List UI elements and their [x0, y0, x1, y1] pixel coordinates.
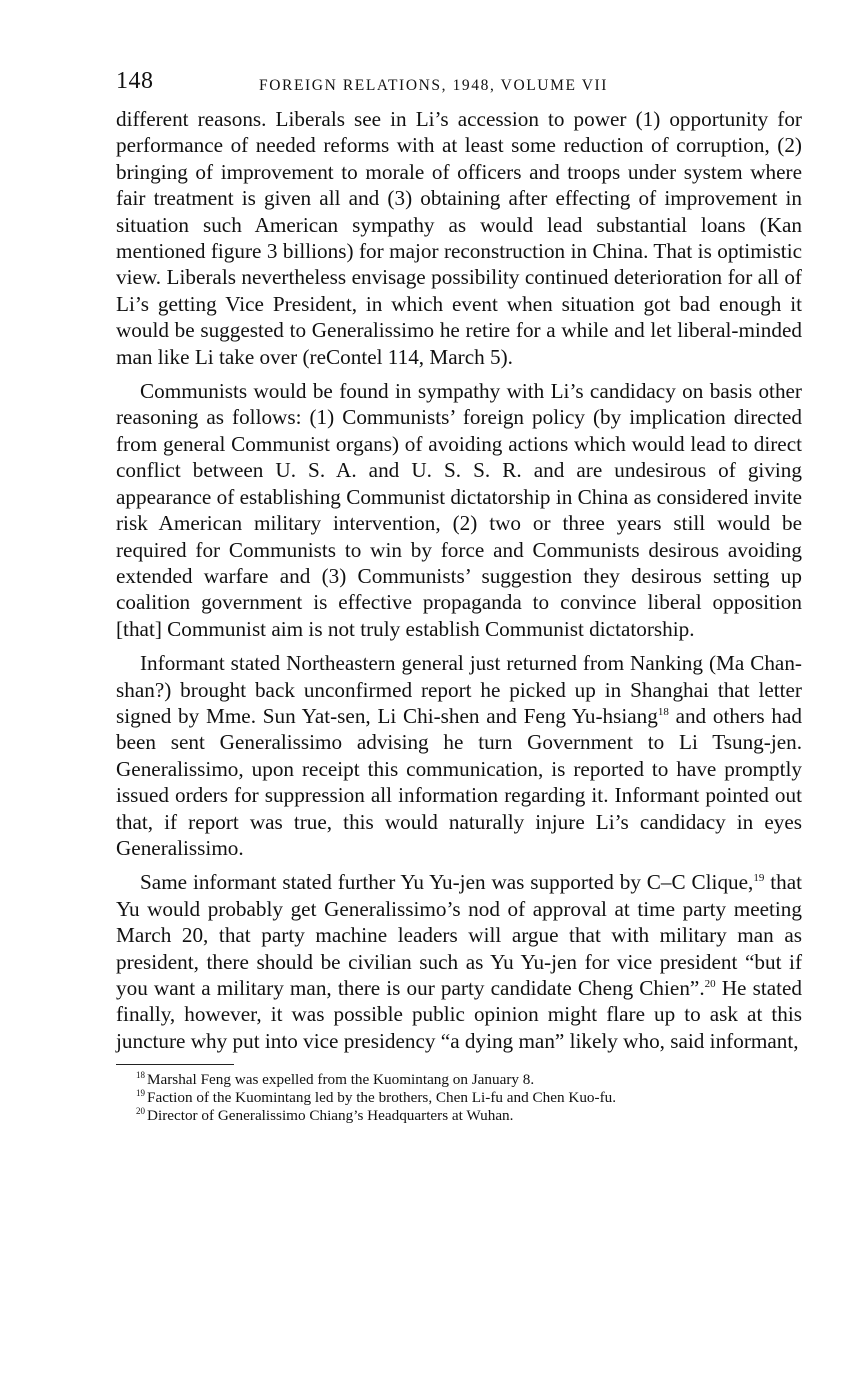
footnote-text: Faction of the Kuomintang led by the brothers, Chen Li-fu and Chen Kuo-fu.	[147, 1089, 617, 1107]
footnote-18	[116, 1071, 802, 1089]
paragraph-text: and others had been sent Generalissimo advising he turn Government to Li Tsung-jen. Generalissimo, upon receipt this communication, is reported to have promptly issued orders for suppression all information regarding it. Informant pointed out that, if report was true, this would naturally injure Li’s candidacy in eyes Generalissimo.	[116, 703, 802, 860]
paragraph-text: Same informant stated further Yu Yu-jen was supported by C–C Clique,	[140, 870, 754, 895]
footnote-reference: 18	[657, 705, 669, 718]
paragraph-text: different reasons. Liberals see in Li’s accession to power (1) opportunity for performance of needed reforms with at least some reduction of corruption, (2) bringing of improvement to morale of officers and troops under system where fair treatment is given all and (3) obtaining after effecting of improvement in situation such American sympathy as would lead substantial loans (Kan mentioned figure 3 billions) for major reconstruction in China. That is optimistic view. Liberals nevertheless envisage possibility continued deterioration for all of Li’s getting Vice President, in which event when situation got bad enough it would be suggested to Generalissimo he retire for a while and let liberal-minded man like Li take over (reContel 114, March 5).	[116, 107, 802, 369]
footnote-20	[116, 1107, 802, 1125]
footnote-mark: 19	[136, 1088, 145, 1099]
footnote-text: Marshal Feng was expelled from the Kuomintang on January 8.	[147, 1071, 535, 1089]
paragraph-3	[116, 650, 802, 861]
paragraph-1	[116, 106, 802, 370]
footnote-divider	[116, 1064, 234, 1065]
header-title: FOREIGN RELATIONS, 1948, VOLUME VII	[259, 77, 609, 94]
footnote-mark: 20	[136, 1106, 145, 1117]
footnote-reference: 20	[704, 977, 716, 990]
paragraph-text: He stated finally, however, it was possible public opinion might flare up to ask at this juncture why put into vice presidency “a dying man” likely who, said informant,	[116, 976, 802, 1053]
paragraph-text: that Yu would probably get Generalissimo’s nod of approval at time party meeting March 20, that party machine leaders will argue that with military man as president, there should be civilian such as Yu Yu-jen for vice president “but if you want a military man, there is our party candidate Cheng Chien”.	[116, 870, 802, 1000]
body-text	[116, 106, 802, 1054]
footnote-reference: 19	[753, 872, 765, 885]
footnote-text: Director of Generalissimo Chiang’s Headquarters at Wuhan.	[147, 1107, 514, 1125]
paragraph-4	[116, 869, 802, 1054]
footnote-19	[116, 1089, 802, 1107]
footnotes	[116, 1071, 802, 1125]
document-page	[116, 68, 802, 1125]
running-header	[116, 68, 802, 106]
paragraph-2	[116, 378, 802, 642]
page-number: 148	[116, 68, 154, 94]
footnote-mark: 18	[136, 1070, 145, 1081]
paragraph-text: Communists would be found in sympathy with Li’s candidacy on basis other reasoning as follows: (1) Communists’ foreign policy (by implication directed from general Communist organs) of avoiding actions which would lead to direct conflict between U. S. A. and U. S. S. R. and are undesirous of giving appearance of establishing Communist dictatorship in China as considered invite risk American military intervention, (2) two or three years still would be required for Communists to win by force and Communists desirous avoiding extended warfare and (3) Communists’ suggestion they desirous setting up coalition government is effective propaganda to convince liberal opposition [that] Communist aim is not truly establish Communist dictatorship.	[116, 379, 802, 641]
paragraph-text: Informant stated Northeastern general just returned from Nanking (Ma Chan-shan?) brought back unconfirmed report he picked up in Shanghai that letter signed by Mme. Sun Yat-sen, Li Chi-shen and Feng Yu-hsiang	[116, 651, 802, 728]
